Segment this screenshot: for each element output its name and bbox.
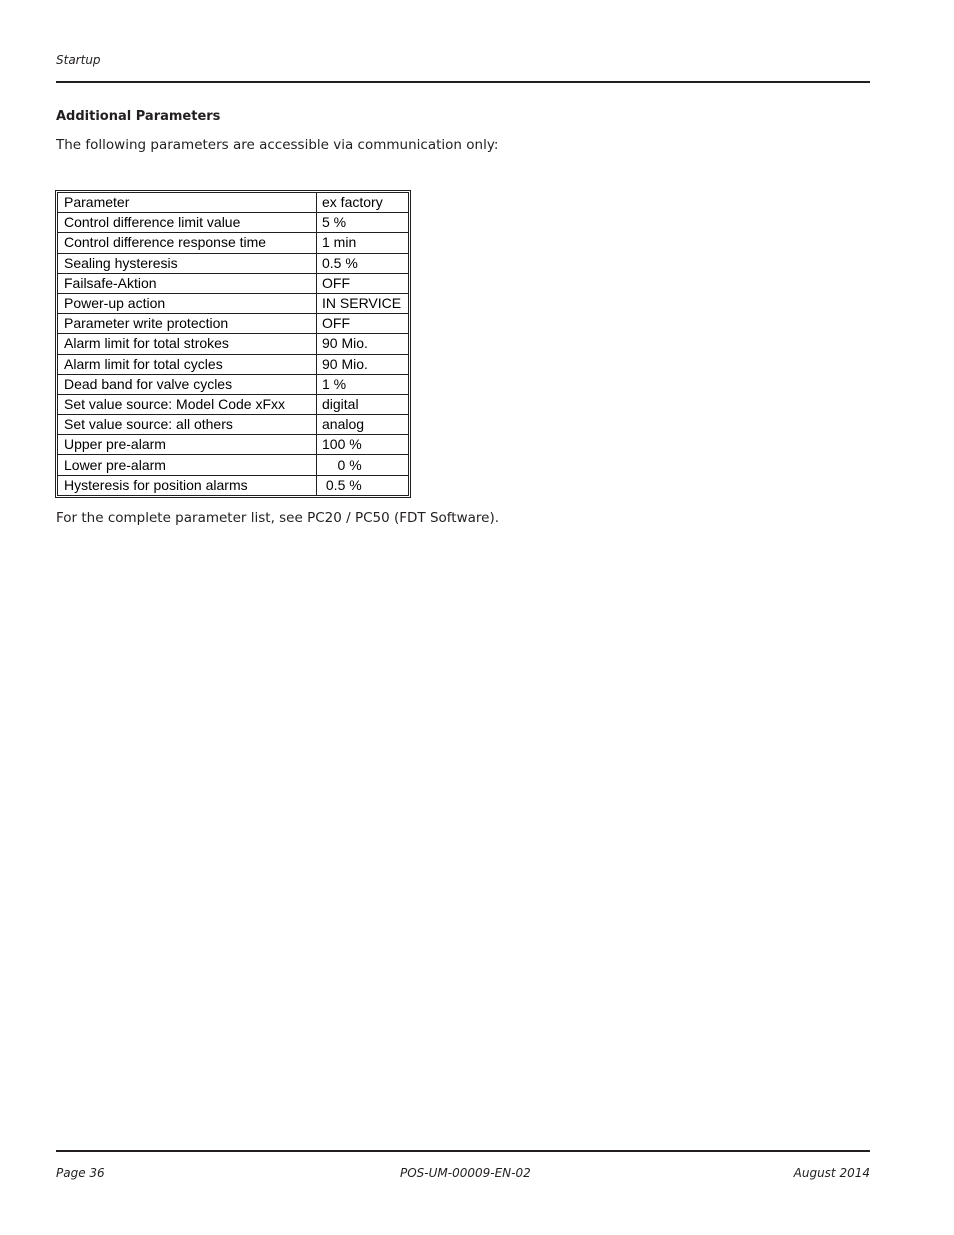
table-row [58,253,409,273]
parameter-table-body [58,193,409,496]
parameter-table [57,192,409,496]
column-header-ex-factory: ex factory [317,193,409,213]
parameter-name-cell: Parameter write protection [58,314,317,334]
ex-factory-value-cell: analog [317,415,409,435]
closing-paragraph: For the complete parameter list, see PC20 / PC50 (FDT Software). [56,510,500,526]
parameter-name-cell: Failsafe-Aktion [58,273,317,293]
ex-factory-value-cell: IN SERVICE [317,293,409,313]
ex-factory-value-cell: 0.5 % [317,475,409,495]
parameter-name-cell: Hysteresis for position alarms [58,475,317,495]
table-row [58,415,409,435]
footer-page-number: Page 36 [56,1166,105,1180]
running-head: Startup [56,53,101,67]
parameter-name-cell: Dead band for valve cycles [58,374,317,394]
parameter-name-cell: Alarm limit for total cycles [58,354,317,374]
ex-factory-value-cell: 0 % [317,455,409,475]
ex-factory-value-cell: 0.5 % [317,253,409,273]
table-row [58,435,409,455]
section-title: Additional Parameters [56,109,221,124]
table-row [58,293,409,313]
table-row [58,273,409,293]
parameter-name-cell: Control difference response time [58,233,317,253]
ex-factory-value-cell: 100 % [317,435,409,455]
table-row [58,233,409,253]
parameter-name-cell: Set value source: Model Code xFxx [58,394,317,414]
table-row [58,314,409,334]
column-header-parameter: Parameter [58,193,317,213]
parameter-name-cell: Alarm limit for total strokes [58,334,317,354]
footer-document-number: POS-UM-00009-EN-02 [400,1166,531,1180]
table-row [58,475,409,495]
parameter-name-cell: Control difference limit value [58,213,317,233]
table-row [58,354,409,374]
table-row [58,455,409,475]
ex-factory-value-cell: OFF [317,273,409,293]
ex-factory-value-cell: 90 Mio. [317,334,409,354]
table-row [58,334,409,354]
table-row [58,394,409,414]
parameter-name-cell: Set value source: all others [58,415,317,435]
footer-date: August 2014 [793,1166,870,1180]
ex-factory-value-cell: 1 % [317,374,409,394]
parameter-name-cell: Upper pre-alarm [58,435,317,455]
parameter-name-cell: Sealing hysteresis [58,253,317,273]
ex-factory-value-cell: 90 Mio. [317,354,409,374]
parameter-name-cell: Lower pre-alarm [58,455,317,475]
ex-factory-value-cell: 5 % [317,213,409,233]
table-row [58,374,409,394]
ex-factory-value-cell: digital [317,394,409,414]
ex-factory-value-cell: OFF [317,314,409,334]
header-rule [56,81,870,83]
ex-factory-value-cell: 1 min [317,233,409,253]
parameter-name-cell: Power-up action [58,293,317,313]
table-row [58,213,409,233]
intro-paragraph: The following parameters are accessible via communication only: [56,137,499,153]
parameter-table-frame [55,190,411,498]
table-header-row [58,193,409,213]
footer-rule [56,1150,870,1152]
